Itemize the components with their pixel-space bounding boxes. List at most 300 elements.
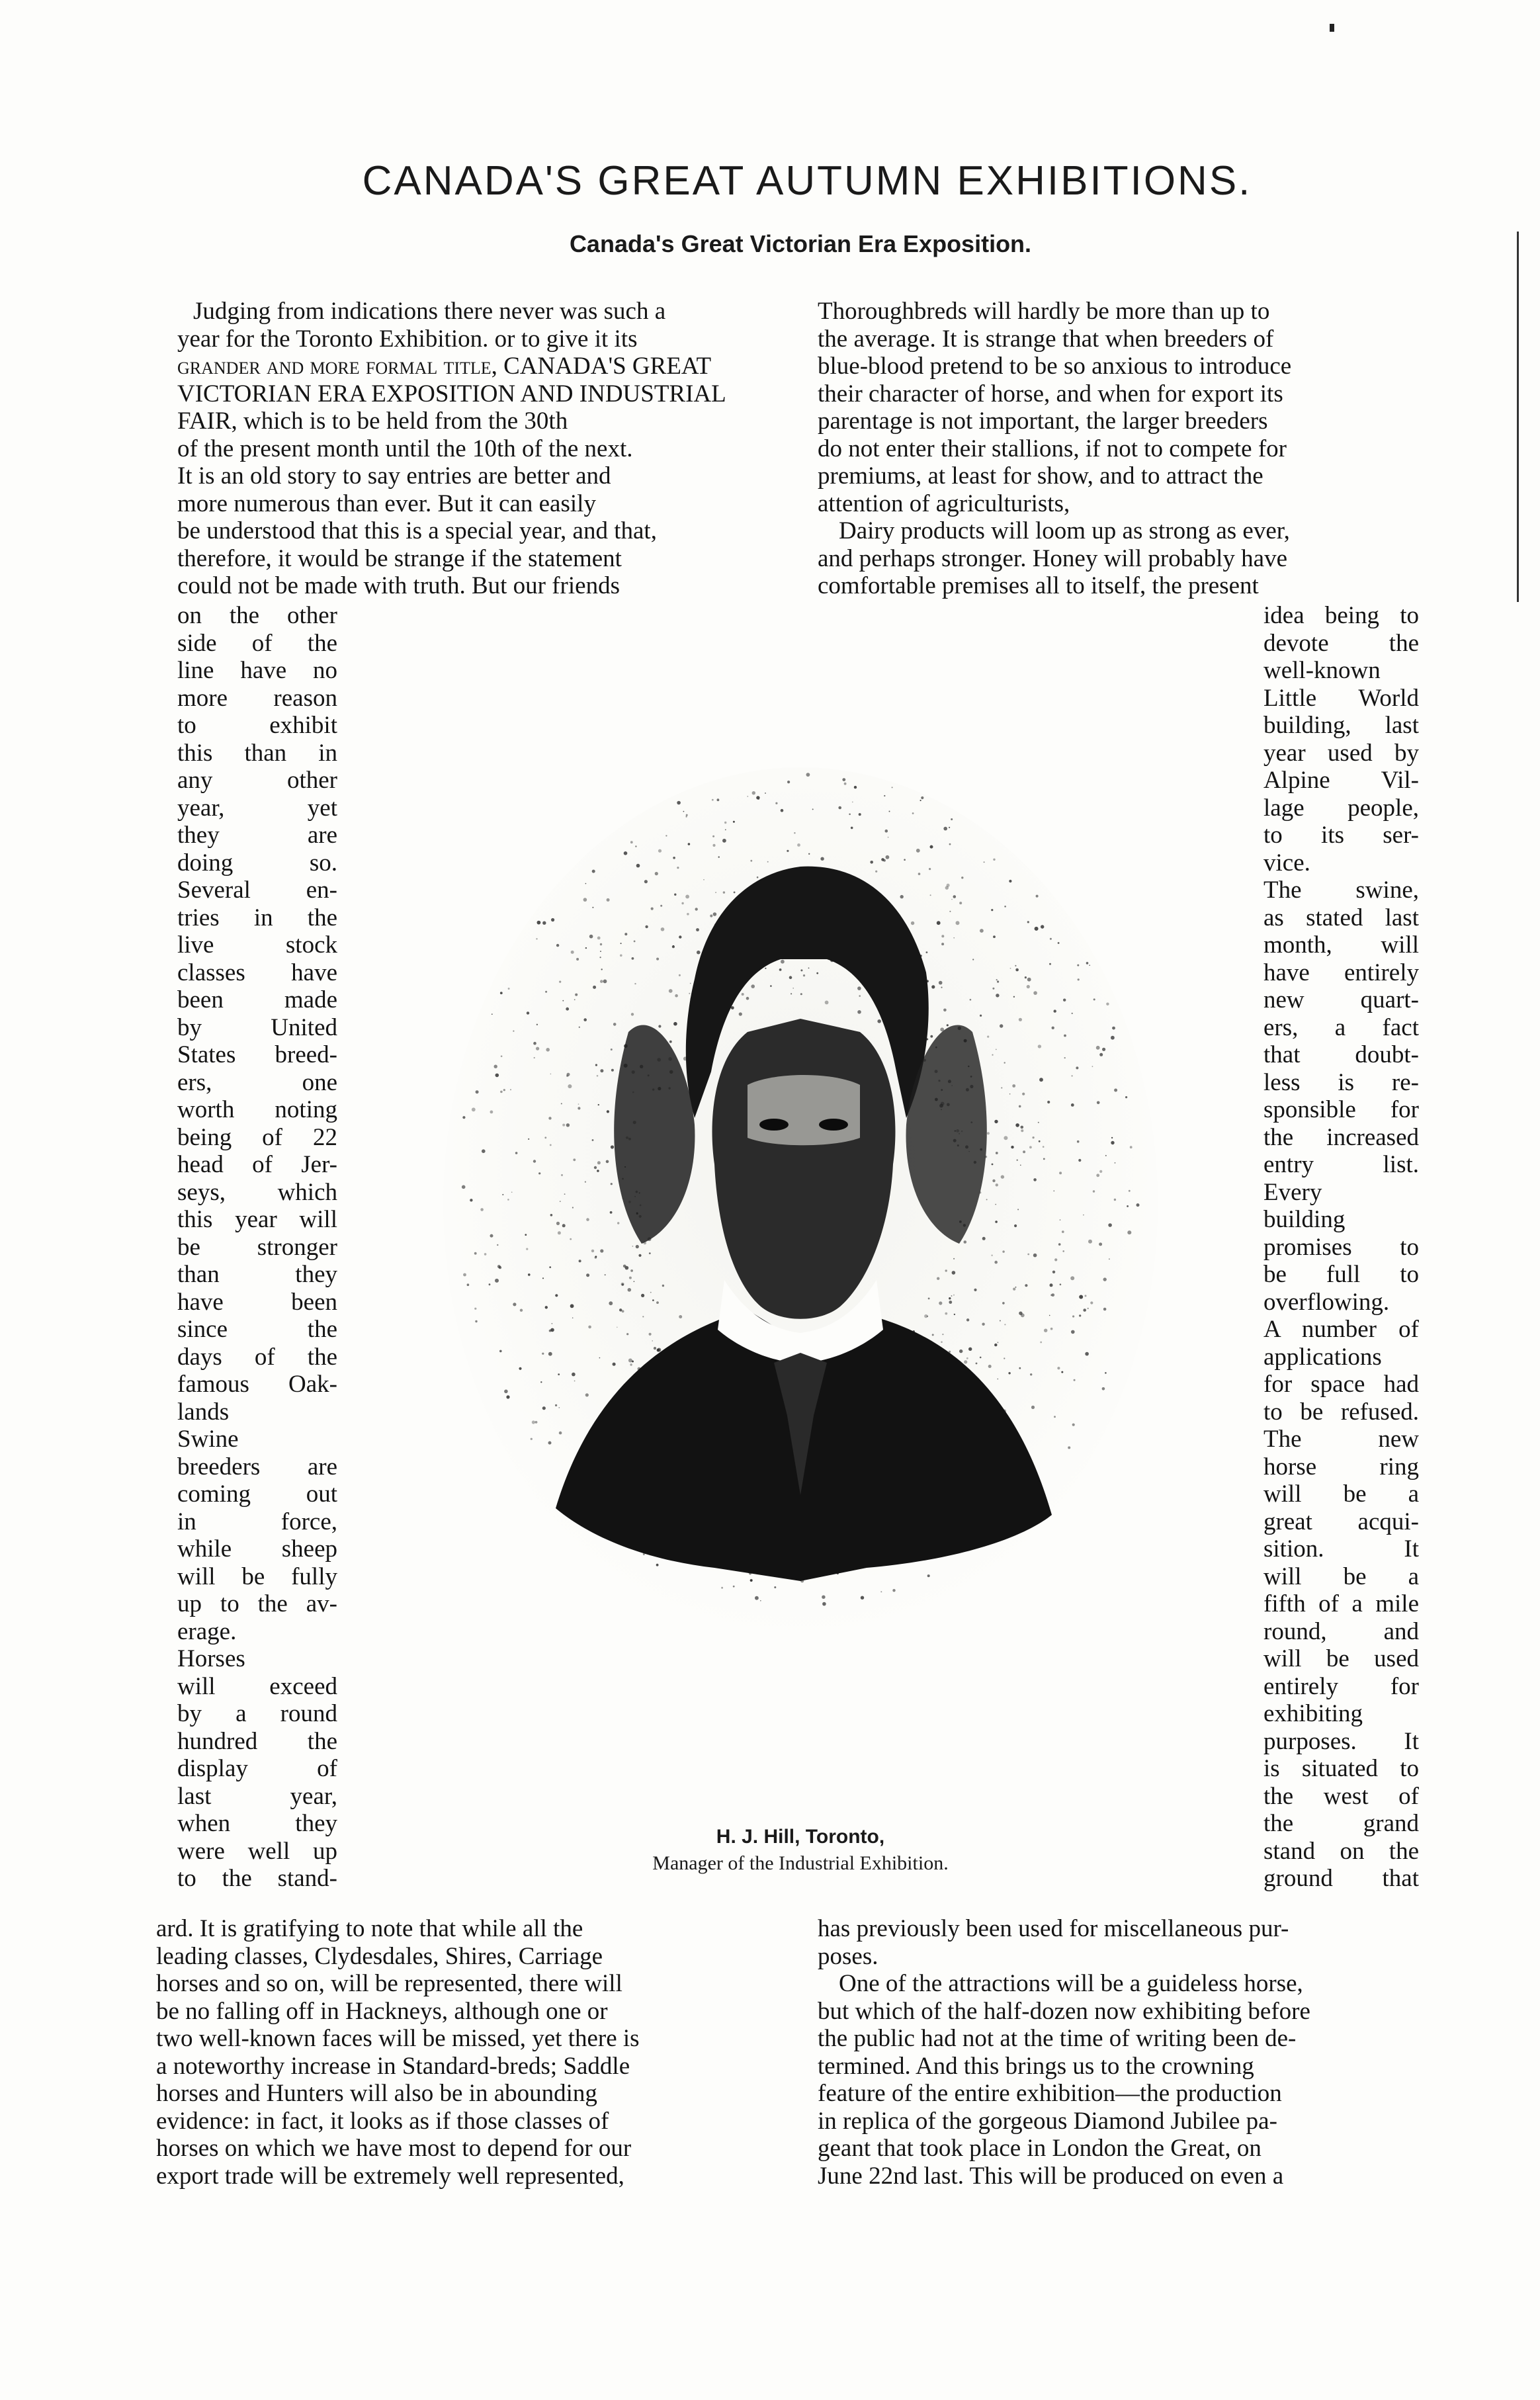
stipple-dot [662, 1285, 664, 1287]
column-line: to be refused. [1263, 1398, 1419, 1426]
stipple-dot [559, 981, 561, 983]
stipple-dot [945, 886, 949, 889]
stipple-dot [506, 1395, 509, 1398]
stipple-dot [570, 1304, 574, 1308]
stipple-dot [482, 1149, 486, 1153]
stipple-dot [1086, 962, 1089, 964]
stipple-dot [1115, 1162, 1116, 1164]
stipple-dot [1039, 1140, 1041, 1142]
stipple-dot [1000, 1024, 1003, 1027]
stipple-dot [630, 1269, 633, 1272]
stipple-dot [1102, 1048, 1105, 1051]
stipple-dot [930, 845, 933, 849]
stipple-dot [747, 796, 748, 797]
stipple-dot [926, 951, 928, 953]
stipple-dot [1058, 942, 1060, 944]
stipple-dot [943, 827, 947, 831]
stipple-dot [808, 968, 810, 969]
stipple-dot [715, 892, 716, 893]
paragraph-line: One of the attractions will be a guideless horse, [839, 1970, 1303, 1997]
paragraph-line: horses on which we have most to depend for our [156, 2135, 632, 2162]
column-line: ers, a fact [1263, 1013, 1419, 1041]
stipple-dot [1063, 999, 1066, 1002]
stipple-dot [1015, 965, 1016, 966]
paragraph-line: their character of horse, and when for export its [818, 380, 1283, 407]
stipple-dot [1002, 1302, 1005, 1305]
stipple-dot [1096, 1046, 1100, 1050]
stipple-dot [1008, 1372, 1010, 1374]
stipple-dot [712, 836, 714, 837]
stipple-dot [964, 1360, 967, 1363]
stipple-dot [1033, 1254, 1037, 1258]
stipple-dot [555, 1404, 557, 1406]
article-subheadline: Canada's Great Victorian Era Exposition. [569, 230, 1032, 257]
stipple-dot [595, 1256, 597, 1259]
stipple-dot [1050, 1283, 1053, 1287]
stipple-dot [1033, 1178, 1037, 1181]
stipple-dot [548, 1441, 552, 1445]
stipple-dot [939, 981, 943, 985]
stipple-dot [534, 1057, 535, 1058]
stipple-dot [1025, 976, 1027, 978]
stipple-dot [1060, 1283, 1062, 1285]
stipple-dot [497, 1244, 498, 1246]
stipple-dot [1092, 1066, 1093, 1067]
stipple-dot [953, 1258, 955, 1260]
column-line: exhibiting [1263, 1700, 1363, 1727]
stipple-dot [1035, 927, 1039, 931]
column-line: on the other [177, 602, 337, 629]
stipple-dot [961, 877, 963, 879]
stipple-dot [710, 914, 712, 917]
article-headline: CANADA'S GREAT AUTUMN EXHIBITIONS. [362, 158, 1252, 204]
column-line: The swine, [1263, 877, 1419, 904]
column-line: lage people, [1263, 794, 1419, 822]
stipple-dot [619, 1308, 622, 1311]
stipple-dot [980, 1015, 982, 1017]
stipple-dot [656, 1564, 659, 1566]
paragraph-line: therefore, it would be strange if the statement [177, 544, 622, 572]
stipple-dot [996, 979, 998, 980]
stipple-dot [579, 1260, 581, 1262]
column-line: doing so. [177, 849, 337, 877]
stipple-dot [622, 1283, 624, 1285]
stipple-dot [586, 1273, 589, 1277]
column-line: month, will [1263, 931, 1419, 959]
stipple-dot [987, 1036, 989, 1038]
stipple-dot [1114, 1199, 1116, 1201]
stipple-dot [822, 1596, 825, 1599]
stipple-dot [536, 1047, 539, 1050]
stipple-dot [560, 1201, 561, 1202]
stipple-dot [568, 1084, 572, 1088]
stipple-dot [1057, 1367, 1060, 1369]
stipple-dot [462, 1116, 465, 1119]
column-line: will be fully [177, 1563, 337, 1590]
paragraph-line: a noteworthy increase in Standard-breds; Saddle [156, 2052, 630, 2080]
stipple-dot [1017, 1209, 1019, 1210]
stipple-dot [550, 1074, 552, 1075]
stipple-dot [1079, 1314, 1081, 1316]
bottom-right-column [818, 1915, 1416, 2190]
stipple-dot [870, 861, 873, 864]
stipple-dot [492, 1013, 493, 1015]
stipple-dot [1077, 964, 1079, 966]
stipple-dot [941, 1341, 943, 1343]
column-line: overflowing. [1263, 1288, 1390, 1316]
stipple-dot [991, 909, 993, 911]
stipple-dot [803, 974, 805, 976]
stipple-dot [928, 1298, 930, 1300]
stipple-dot [842, 778, 845, 781]
stipple-dot [1015, 1287, 1017, 1288]
stipple-dot [1038, 1122, 1039, 1123]
stipple-dot [613, 1023, 617, 1026]
paragraph-line: could not be made with truth. But our friends [177, 572, 620, 599]
stipple-dot [852, 802, 853, 803]
stipple-dot [570, 1238, 572, 1240]
stipple-dot [528, 1273, 531, 1276]
column-line: fifth of a mile [1263, 1590, 1419, 1617]
stipple-dot [476, 1090, 479, 1093]
stipple-dot [1033, 991, 1037, 995]
stipple-dot [656, 958, 659, 961]
stipple-dot [527, 1011, 529, 1014]
column-line: any other [177, 767, 337, 794]
column-line: tries in the [177, 904, 337, 931]
stipple-dot [1071, 1330, 1075, 1334]
stipple-dot [558, 1407, 560, 1408]
stipple-dot [976, 1363, 978, 1365]
paragraph-line: the public had not at the time of writing been de- [818, 2025, 1297, 2052]
stipple-dot [537, 921, 541, 925]
stipple-dot [996, 994, 999, 997]
stipple-dot [1050, 1294, 1052, 1296]
stipple-dot [564, 1193, 566, 1195]
column-line: Swine [177, 1426, 239, 1453]
stipple-dot [1083, 1308, 1086, 1312]
stipple-dot [673, 857, 675, 859]
column-line: round, and [1263, 1617, 1419, 1645]
stipple-dot [566, 1007, 569, 1011]
stipple-dot [628, 1359, 632, 1363]
stipple-dot [733, 821, 735, 823]
stipple-dot [1019, 1018, 1022, 1021]
stipple-dot [756, 796, 759, 799]
stipple-dot [665, 835, 667, 836]
column-line: breeders are [177, 1453, 337, 1480]
stipple-dot [733, 1586, 735, 1588]
caption-title: Manager of the Industrial Exhibition. [652, 1852, 949, 1874]
stipple-dot [494, 1065, 497, 1068]
stipple-dot [575, 994, 578, 996]
stipple-dot [562, 1000, 564, 1002]
stipple-dot [1103, 1308, 1107, 1311]
stipple-dot [1052, 1271, 1055, 1273]
stipple-dot [538, 1172, 540, 1174]
column-line: Every [1263, 1178, 1322, 1206]
column-line: display of [177, 1755, 337, 1782]
stipple-dot [656, 1301, 659, 1304]
stipple-dot [513, 1303, 516, 1306]
stipple-dot [1078, 978, 1080, 980]
stipple-dot [669, 989, 673, 993]
column-line: since the [177, 1316, 337, 1343]
stipple-dot [861, 1596, 864, 1600]
stipple-dot [791, 993, 792, 994]
stipple-dot [611, 1069, 614, 1072]
column-line: less is re- [1263, 1068, 1419, 1096]
stipple-dot [939, 1301, 942, 1305]
paragraph-line: do not enter their stallions, if not to compete for [818, 435, 1287, 462]
stipple-dot [536, 938, 537, 939]
stipple-dot [606, 1160, 609, 1164]
stipple-dot [578, 1103, 579, 1105]
stipple-dot [949, 827, 950, 828]
stipple-dot [632, 957, 634, 960]
stipple-dot [1064, 1035, 1066, 1037]
stipple-dot [1061, 1371, 1063, 1373]
stipple-dot [991, 1255, 992, 1256]
column-line: by a round [177, 1700, 337, 1727]
stipple-dot [992, 1054, 993, 1056]
stipple-dot [597, 1161, 601, 1164]
paragraph-line: June 22nd last. This will be produced on even a [818, 2162, 1284, 2190]
stipple-dot [592, 870, 595, 873]
stipple-dot [937, 921, 941, 925]
paragraph-line: FAIR, which is to be held from the 30th [177, 407, 568, 435]
column-line: to its ser- [1263, 822, 1419, 849]
stipple-dot [695, 908, 698, 910]
column-line: devote the [1263, 629, 1419, 657]
stipple-dot [542, 1406, 546, 1410]
stipple-dot [620, 943, 622, 944]
stipple-dot [571, 951, 574, 954]
stipple-dot [1103, 1277, 1107, 1281]
stipple-dot [757, 877, 759, 879]
face-highlight [748, 1075, 860, 1145]
stipple-dot [657, 1348, 661, 1352]
stipple-dot [675, 994, 678, 998]
column-line: ground that [1263, 1865, 1419, 1892]
stipple-dot [470, 1199, 472, 1201]
stipple-dot [980, 1357, 982, 1359]
stipple-dot [683, 811, 685, 812]
stipple-dot [713, 912, 717, 916]
stipple-dot [532, 1420, 535, 1424]
paragraph-line: blue-blood pretend to be so anxious to introduce [818, 353, 1292, 380]
column-line: idea being to [1263, 602, 1419, 629]
stipple-dot [674, 894, 676, 896]
page-edge-rule [1517, 232, 1519, 602]
stipple-dot [696, 928, 699, 931]
stipple-dot [1068, 1446, 1070, 1449]
paragraph-line: geant that took place in London the Great, on [818, 2135, 1262, 2162]
stipple-dot [800, 993, 802, 995]
stipple-dot [1004, 1357, 1005, 1359]
stipple-dot [544, 1136, 546, 1138]
paragraph-line: feature of the entire exhibition—the production [818, 2080, 1282, 2107]
stipple-dot [797, 843, 800, 847]
stipple-dot [954, 1314, 955, 1315]
stipple-dot [1039, 1078, 1043, 1082]
stipple-dot [904, 859, 906, 861]
stipple-dot [712, 844, 715, 847]
stipple-dot [942, 1334, 943, 1335]
stipple-dot [504, 1390, 508, 1394]
stipple-dot [495, 1279, 499, 1283]
stipple-dot [997, 1342, 998, 1343]
stipple-dot [974, 1289, 976, 1291]
stipple-dot [927, 1574, 930, 1577]
stipple-dot [1108, 1223, 1112, 1227]
column-line: Little World [1263, 684, 1419, 712]
stipple-dot [1059, 1172, 1062, 1174]
column-line: side of the [177, 629, 337, 657]
stipple-dot [911, 921, 914, 925]
stipple-dot [1054, 1416, 1056, 1418]
stipple-dot [690, 983, 691, 984]
paragraph-line: more numerous than ever. But it can easily [177, 490, 596, 517]
stipple-dot [617, 1327, 618, 1328]
stipple-dot [1085, 1295, 1087, 1297]
column-line: the grand [1263, 1810, 1419, 1837]
stipple-dot [859, 995, 861, 997]
stipple-dot [1027, 978, 1031, 982]
stipple-dot [1058, 1243, 1061, 1246]
stipple-dot [949, 1301, 952, 1304]
stipple-dot [966, 1318, 969, 1321]
column-line: hundred the [177, 1727, 337, 1755]
stipple-dot [1049, 963, 1051, 965]
stipple-dot [679, 1315, 682, 1318]
stipple-dot [930, 1035, 933, 1038]
column-line: they are [177, 822, 337, 849]
stipple-dot [1030, 1373, 1032, 1375]
stipple-dot [679, 974, 681, 976]
stipple-dot [586, 1218, 589, 1221]
stipple-dot [635, 845, 636, 847]
stipple-dot [1060, 1219, 1061, 1221]
stipple-dot [1029, 1146, 1032, 1148]
stipple-dot [660, 905, 662, 907]
stipple-dot [1043, 1146, 1045, 1148]
stipple-dot [542, 1353, 544, 1355]
stipple-dot [992, 1164, 994, 1166]
stipple-dot [992, 1179, 995, 1182]
stipple-dot [585, 883, 587, 884]
stipple-dot [1027, 1254, 1029, 1256]
stipple-dot [649, 1333, 652, 1336]
stipple-dot [652, 1299, 654, 1301]
column-line: that doubt- [1263, 1041, 1419, 1068]
stipple-dot [1085, 1352, 1089, 1356]
stipple-dot [1036, 895, 1039, 898]
stipple-dot [526, 1248, 528, 1250]
paragraph-line: evidence: in fact, it looks as if those classes of [156, 2107, 609, 2135]
column-line: year used by [1263, 739, 1419, 767]
stipple-dot [652, 1340, 653, 1342]
column-line: lands [177, 1398, 230, 1426]
stipple-dot [636, 864, 640, 868]
stipple-dot [755, 1596, 759, 1600]
stipple-dot [599, 1357, 601, 1359]
column-line: were well up [177, 1837, 337, 1865]
stipple-dot [467, 1283, 470, 1286]
stipple-dot [600, 957, 601, 958]
stipple-dot [767, 861, 769, 863]
stipple-dot [500, 1091, 503, 1093]
stipple-dot [822, 1602, 826, 1606]
stipple-dot [654, 1347, 656, 1350]
column-line: be stronger [177, 1233, 337, 1261]
stipple-dot [503, 1089, 505, 1091]
stipple-dot [970, 999, 972, 1001]
stipple-dot [1002, 1250, 1004, 1252]
stipple-dot [499, 1266, 501, 1269]
column-line: building [1263, 1206, 1346, 1233]
stipple-dot [636, 1245, 639, 1248]
stipple-dot [550, 1144, 552, 1146]
stipple-dot [787, 781, 790, 783]
stipple-dot [669, 1041, 672, 1043]
stipple-dot [567, 1073, 570, 1076]
stipple-dot [649, 1252, 651, 1254]
stipple-dot [851, 827, 853, 830]
stipple-dot [734, 892, 736, 894]
stipple-dot [610, 1211, 613, 1214]
stipple-dot [1072, 1013, 1073, 1014]
stipple-dot [800, 969, 802, 971]
stipple-dot [1052, 1027, 1054, 1029]
stipple-dot [889, 811, 890, 812]
stipple-dot [607, 1110, 609, 1113]
stipple-dot [956, 921, 960, 925]
paragraph-line: year for the Toronto Exhibition. or to give it its [177, 325, 638, 353]
column-line: up to the av- [177, 1590, 337, 1617]
paragraph-line: horses and so on, will be represented, there will [156, 1970, 622, 1997]
stipple-dot [949, 843, 951, 845]
column-line: the increased [1263, 1123, 1419, 1151]
stipple-dot [993, 859, 995, 861]
stipple-dot [658, 849, 662, 853]
stipple-dot [600, 1249, 603, 1252]
stipple-dot [1038, 1045, 1041, 1048]
stipple-dot [629, 1277, 632, 1279]
paragraph-line: VICTORIAN ERA EXPOSITION AND INDUSTRIAL [177, 380, 726, 407]
stipple-dot [1099, 1170, 1102, 1173]
stipple-dot [1022, 1093, 1025, 1095]
stipple-dot [953, 937, 955, 939]
stipple-dot [1072, 1315, 1074, 1317]
stipple-dot [1013, 1288, 1015, 1291]
top-left-column [177, 298, 773, 600]
stipple-dot [542, 1277, 544, 1279]
stipple-dot [1004, 1136, 1007, 1140]
stipple-dot [600, 943, 602, 945]
stipple-dot [583, 1018, 587, 1021]
stipple-dot [562, 1224, 566, 1227]
stipple-dot [576, 958, 579, 961]
paragraph-line: poses. [818, 1942, 878, 1970]
stipple-dot [959, 1350, 962, 1353]
stipple-dot [1076, 1066, 1078, 1069]
stipple-dot [607, 898, 610, 902]
stipple-dot [475, 1320, 477, 1322]
stipple-dot [980, 929, 984, 933]
stipple-dot [703, 879, 705, 880]
stipple-dot [603, 980, 607, 984]
